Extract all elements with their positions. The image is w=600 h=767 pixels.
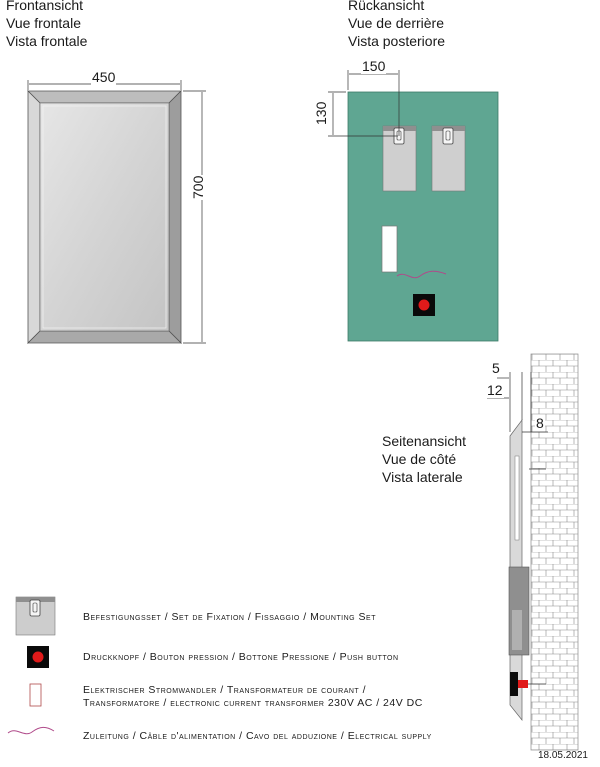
- front-width-label: 450: [92, 69, 116, 85]
- side-12-label: 12: [487, 382, 503, 398]
- side-view-title-it: Vista laterale: [382, 469, 463, 485]
- back-transformer: [382, 226, 397, 272]
- front-height-dimension: [183, 91, 206, 343]
- mounting-bracket-right: [432, 126, 465, 191]
- legend-transformer: Elektrischer Stromwandler / Transformateur de courant /: [83, 684, 367, 696]
- legend-icon-push-button: [27, 646, 49, 668]
- legend-icon-transformer: [30, 684, 41, 706]
- legend-supply-cable: Zuleitung / Câble d'alimentation / Cavo del adduzione / Electrical supply: [83, 730, 432, 742]
- front-view-title-de: Frontansicht: [6, 0, 84, 13]
- back-push-button: [413, 294, 435, 316]
- side-5-label: 5: [492, 360, 500, 376]
- front-view-title-it: Vista frontale: [6, 33, 88, 49]
- legend-mounting-set: Befestigungsset / Set de Fixation / Fissaggio / Mounting Set: [83, 611, 376, 623]
- front-height-label: 700: [190, 175, 206, 199]
- back-offset-x-label: 150: [362, 58, 386, 74]
- back-view-title-it: Vista posteriore: [348, 33, 446, 49]
- back-offset-y-label: 130: [313, 101, 329, 125]
- side-view-title-de: Seitenansicht: [382, 433, 467, 449]
- legend-icon-mounting-set: [16, 597, 55, 635]
- legend-push-button: Druckknopf / Bouton pression / Bottone Pressione / Push button: [83, 651, 399, 663]
- drawing-date: 18.05.2021: [537, 750, 588, 761]
- legend-transformer-line2: Transformatore / electronic current transformer 230V AC / 24V DC: [83, 697, 423, 709]
- front-view-title-fr: Vue frontale: [6, 15, 81, 31]
- legend-icon-supply-cable: [8, 727, 54, 733]
- brick-wall: [531, 354, 578, 750]
- side-view-title-fr: Vue de côté: [382, 451, 457, 467]
- back-view-title-de: Rückansicht: [348, 0, 425, 13]
- front-mirror: [28, 91, 181, 343]
- side-8-label: 8: [536, 415, 544, 431]
- back-view-title-fr: Vue de derrière: [348, 15, 444, 31]
